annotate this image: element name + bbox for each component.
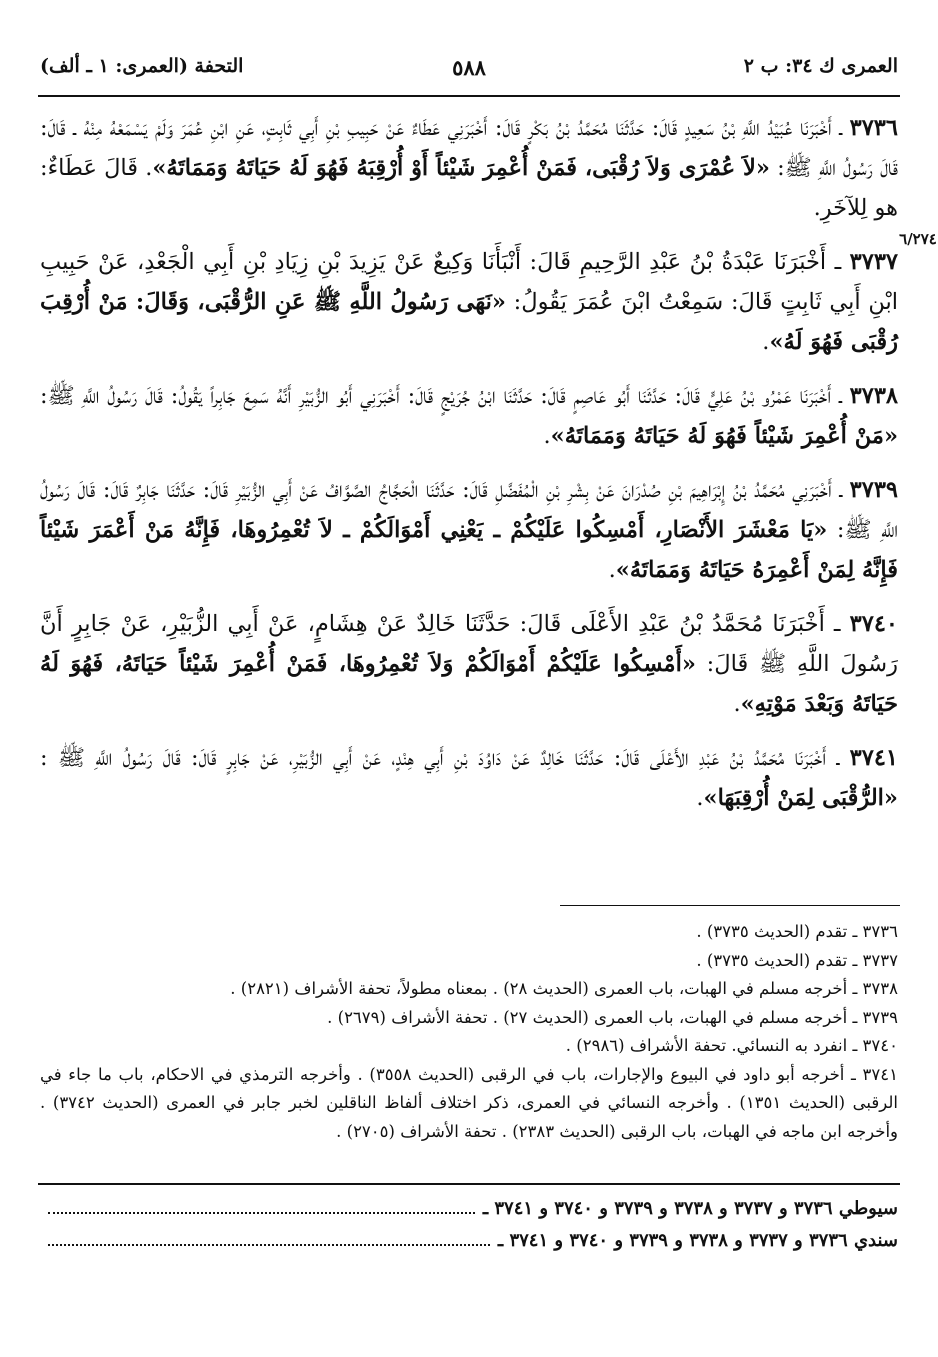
footnote-rule <box>560 905 900 906</box>
footnotes <box>40 918 898 1146</box>
dot-leader <box>48 1212 475 1214</box>
footnote: ٣٧٣٦ ـ تقدم (الحديث ٣٧٣٥) . <box>696 922 898 941</box>
footnote: ٣٧٣٧ ـ تقدم (الحديث ٣٧٣٥) . <box>696 950 898 970</box>
hadith-quote: «لاَ عُمْرَى وَلاَ رُقْبَى، فَمَنْ أُعْمِرَ شَيْئاً أَوْ أُرْقِبَهُ فَهُوَ لَهُ حَيَاتَهُ وَمَمَاتَهُ» <box>152 155 770 181</box>
hadith-number: ٣٧٣٧ <box>849 249 898 275</box>
hadith-tail: . <box>543 423 551 449</box>
hadith-quote: «الرُّقْبَى لِمَنْ أُرْقِبَهَا» <box>703 785 898 811</box>
dot-leader <box>48 1244 490 1246</box>
footnote: ٣٧٣٨ ـ أخرجه مسلم في الهبات، باب العمرى (الحديث ٢٨) . بمعناه مطولاً، تحفة الأشراف (٢٨٢١) . <box>230 979 898 998</box>
footnote: ٣٧٤١ ـ أخرجه أبو داود في البيوع والإجارات، باب في الرقبى (الحديث ٣٥٥٨) . وأخرجه الترمذي في الاحكام، باب ما جاء في الرقبى (الحديث ١٣٥١) . وأخرجه النسائي في العمرى، ذكر اختلاف ألفاظ الناقلين لخبر جابر في العمرى (الحديث ٣٧٤٢) . وأخرجه ابن ماجه في الهبات، باب الرقبى (الحديث ٢٣٨٣) . تحفة الأشراف (٢٧٠٥) . <box>40 1064 898 1141</box>
hadith-quote: «مَنْ أُعْمِرَ شَيْئاً فَهُوَ لَهُ حَيَاتَهُ وَمَمَاتَهُ» <box>550 423 898 449</box>
hadith-paragraph <box>40 470 898 590</box>
hadith-text: ـ أَخْبَرَنَا عَبْدَةُ بْنُ عَبْدِ الرَّحِيمِ قَالَ: أَنْبَأَنَا وَكِيعٌ عَنْ يَزِيدَ بْنِ زِيَادِ بْنِ أَبِي الْجَعْدِ، عَنْ حَبِيبِ ابْنِ أَبِي ثَابِتٍ قَالَ: سَمِعْتُ ابْنَ عُمَرَ يَقُولُ: <box>40 249 898 315</box>
hadith-number: ٣٧٣٦ <box>849 115 898 141</box>
hadith-tail: . <box>733 691 741 717</box>
hadith-tail: . <box>762 329 770 355</box>
hadith-number: ٣٧٣٩ <box>849 477 898 503</box>
suyuti-ref: سيوطي ٣٧٣٦ و ٣٧٣٧ و ٣٧٣٨ و ٣٧٣٩ و ٣٧٤٠ و ٣٧٤١ ـ <box>482 1198 898 1219</box>
hadith-tail: . <box>696 785 704 811</box>
page-header <box>40 55 898 85</box>
footnote: ٣٧٤٠ ـ انفرد به النسائي. تحفة الأشراف (٢٩٨٦) . <box>565 1036 898 1055</box>
hadith-number: ٣٧٤٠ <box>849 611 898 637</box>
hadith-paragraph <box>40 108 898 228</box>
bottom-rule <box>38 1183 900 1185</box>
hadith-paragraph <box>40 604 898 724</box>
hadith-number: ٣٧٣٨ <box>849 383 898 409</box>
hadith-quote: «نَهَى رَسُولُ اللَّهِ ﷺ عَنِ الرُّقْبَى، وَقَالَ: مَنْ أُرْقِبَ رُقْبَى فَهُوَ لَهُ» <box>40 289 898 355</box>
hadith-text: ـ أَخْبَرَنَا عُبَيْدُ اللَّهِ بْنُ سَعِيدٍ قَالَ: حَدَّثَنَا مُحَمَّدُ بْنُ بَكْرٍ قَالَ: أَخْبَرَنِي عَطَاءٌ عَنْ حَبِيبِ بْنِ أَبِي ثَابِتٍ، عَنِ ابْنِ عُمَرَ وَلَمْ يَسْمَعْهُ مِنْهُ ـ قَالَ: قَالَ رَسُولُ اللَّهِ ﷺ: <box>40 115 898 181</box>
hadith-paragraph <box>40 738 898 818</box>
hadith-paragraph <box>40 242 898 362</box>
hadith-text: ـ أَخْبَرَنَا عَمْرُو بْنُ عَلِيٍّ قَالَ: حَدَّثَنَا أَبُو عَاصِمٍ قَالَ: حَدَّثَنَا ابْنُ جُرَيْجٍ قَالَ: أَخْبَرَنِي أَبُو الزُّبَيْرِ أَنَّهُ سَمِعَ جَابِراً يَقُولُ: قَالَ رَسُولُ اللَّهِ ﷺ: <box>40 383 850 409</box>
commentary-refs <box>40 1193 898 1257</box>
footnote: ٣٧٣٩ ـ أخرجه مسلم في الهبات، باب العمرى (الحديث ٢٧) . تحفة الأشراف (٢٦٧٩) . <box>327 1007 898 1027</box>
header-right: العمرى ك ٣٤: ب ٢ <box>743 55 898 77</box>
hadith-text: ـ أَخْبَرَنَا مُحَمَّدُ بْنُ عَبْدِ الأَعْلَى قَالَ: حَدَّثَنَا خَالِدٌ عَنْ هِشَامٍ، عَنْ أَبِي الزُّبَيْرِ، عَنْ جَابِرٍ أَنَّ رَسُولَ اللَّهِ ﷺ قَالَ: <box>40 611 898 677</box>
hadith-quote: «أَمْسِكُوا عَلَيْكُمْ أَمْوَالَكُمْ وَلاَ تُعْمِرُوهَا، فَمَنْ أُعْمِرَ شَيْئاً حَيَاتَهُ، فَهُوَ لَهُ حَيَاتَهُ وَبَعْدَ مَوْتِهِ» <box>40 651 898 717</box>
sindi-row <box>40 1225 898 1257</box>
hadith-tail: . <box>608 557 616 583</box>
sindi-ref: سندي ٣٧٣٦ و ٣٧٣٧ و ٣٧٣٨ و ٣٧٣٩ و ٣٧٤٠ و ٣٧٤١ ـ <box>497 1230 898 1251</box>
hadith-quote: «يَا مَعْشَرَ الأَنْصَارِ، أَمْسِكُوا عَلَيْكُمْ ـ يَعْنِي أَمْوَالَكُمْ ـ لاَ تُعْمِرُوهَا، فَإِنَّهُ مَنْ أَعْمَرَ شَيْئاً فَإِنَّهُ لِمَنْ أَعْمِرَهُ حَيَاتَهُ وَمَمَاتَهُ» <box>40 517 898 583</box>
margin-note: ٦/٢٧٤ <box>899 230 937 248</box>
hadith-paragraph <box>40 376 898 456</box>
header-rule <box>38 95 900 97</box>
hadith-text: ـ أَخْبَرَنَا مُحَمَّدُ بْنُ عَبْدِ الأَعْلَى قَالَ: حَدَّثَنَا خَالِدٌ عَنْ دَاوُدَ بْنِ أَبِي هِنْدٍ، عَنْ أَبِي الزُّبَيْرِ، عَنْ جَابِرٍ قَالَ: قَالَ رَسُولُ اللَّهِ ﷺ : <box>40 745 850 771</box>
header-left: التحفة (العمرى: ١ ـ ألف) <box>40 55 244 77</box>
hadith-body <box>40 108 898 832</box>
suyuti-row <box>40 1193 898 1225</box>
hadith-text: ـ أَخْبَرَنِي مُحَمَّدُ بْنُ إِبْرَاهِيمَ بْنِ صُدْرَانَ عَنْ بِشْرِ بْنِ الْمُفَضَّلِ قَالَ: حَدَّثَنَا الْحَجَّاجُ الصَّوَّافُ عَنْ أَبِي الزُّبَيْرِ قَالَ: حَدَّثَنَا جَابِرٌ قَالَ: قَالَ رَسُولُ اللَّهِ ﷺ: <box>40 477 898 543</box>
page-number: ٥٨٨ <box>452 55 486 80</box>
hadith-tail: . قَالَ عَطَاءٌ: هو لِلآخَرِ. <box>40 155 898 221</box>
hadith-number: ٣٧٤١ <box>849 745 898 771</box>
